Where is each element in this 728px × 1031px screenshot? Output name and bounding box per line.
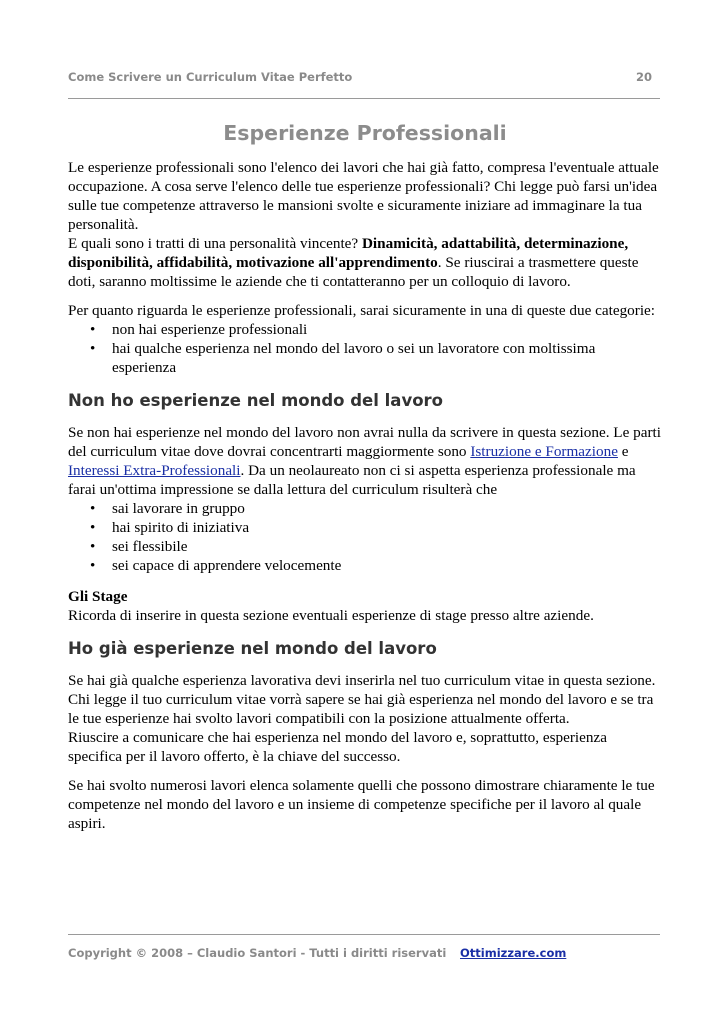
intro-paragraph: Le esperienze professionali sono l'elenco dei lavori che hai già fatto, compresa l'eventuale attuale occupazione. A cosa serve l'elenco delle tue esperienze professionali? Chi legge può farsi un'idea sulle tue competenze attraverso le mansioni svolte e sicuramente iniziare ad immaginare la tua personalità.: [68, 159, 659, 233]
page-header: [68, 70, 652, 88]
bullet-icon: •: [90, 321, 96, 338]
header-divider: [68, 98, 660, 99]
section-title: Esperienze Professionali: [223, 121, 507, 145]
list-item-text: non hai esperienze professionali: [112, 321, 308, 338]
list-item-text: hai spirito di iniziativa: [112, 519, 250, 536]
footer-copyright: Copyright © 2008 – Claudio Santori - Tutti i diritti riservati: [68, 946, 447, 960]
bullet-icon: •: [90, 538, 96, 555]
stage-title: [68, 587, 662, 606]
stage-title-text: Gli Stage: [68, 588, 128, 605]
list-item: [68, 537, 662, 556]
categories-paragraph: Per quanto riguarda le esperienze professionali, sarai sicuramente in una di queste due categorie:: [68, 302, 656, 319]
experience-paragraph-1: Se hai già qualche esperienza lavorativa devi inserirla nel tuo curriculum vitae in questa sezione.: [68, 672, 656, 689]
experience-paragraph-4: Se hai svolto numerosi lavori elenca solamente quelli che possono dimostrare chiaramente le tue competenze nel mondo del lavoro e un insieme di competenze specifiche per il lavoro al quale aspiri.: [68, 777, 655, 832]
link-istruzione-formazione[interactable]: Istruzione e Formazione: [470, 443, 618, 460]
page-content: [68, 118, 662, 833]
list-item-text: sei capace di apprendere velocemente: [112, 557, 342, 574]
bullet-icon: •: [90, 340, 96, 357]
intro-bold-traits: Dinamicità, adattabilità, determinazione, disponibilità, affidabilità, motivazione all'apprendimento: [68, 235, 629, 271]
no-experience-paragraph: [68, 423, 662, 499]
intro-paragraph-2: [68, 234, 662, 291]
bullet-icon: •: [90, 500, 96, 517]
experience-paragraph-2: Chi legge il tuo curriculum vitae vorrà sapere se hai già esperienza nel mondo del lavoro e se tra le tue esperienze hai svolto lavori compatibili con la posizione attualmente offerta.: [68, 691, 654, 727]
no-experience-text-start: Se non hai esperienze nel mondo del lavoro non avrai nulla da scrivere in questa sezione. Le parti del curriculum vitae dove dovrai concentrarti maggiormente sono: [68, 424, 661, 460]
intro-conclusion: . Se riuscirai a trasmettere queste doti, saranno moltissime le aziende che ti contatteranno per un colloquio di lavoro.: [68, 254, 639, 290]
footer-site-link[interactable]: Ottimizzare.com: [460, 946, 567, 960]
bullet-icon: •: [90, 519, 96, 536]
list-item: [68, 556, 662, 575]
header-title: Come Scrivere un Curriculum Vitae Perfetto: [68, 70, 353, 84]
list-item-text: sai lavorare in gruppo: [112, 500, 245, 517]
list-item: [68, 518, 662, 537]
list-item: [68, 499, 662, 518]
link-interessi-extra-professionali[interactable]: Interessi Extra-Professionali: [68, 462, 241, 479]
list-item-text: hai qualche esperienza nel mondo del lavoro o sei un lavoratore con moltissima esperienza: [112, 340, 596, 376]
list-item: [68, 339, 662, 377]
no-experience-text-end: . Da un neolaureato non ci si aspetta esperienza professionale ma farai un'ottima impressione se dalla lettura del curriculum risulterà che: [68, 462, 636, 498]
stage-paragraph: Ricorda di inserire in questa sezione eventuali esperienze di stage presso altre aziende.: [68, 607, 594, 624]
list-item: [68, 320, 662, 339]
intro-question: E quali sono i tratti di una personalità vincente?: [68, 235, 359, 252]
page-number: 20: [635, 70, 652, 84]
skills-list: [68, 499, 662, 575]
experience-paragraph-3: Riuscire a comunicare che hai esperienza nel mondo del lavoro e, soprattutto, esperienza specifica per il lavoro offerto, è la chiave del successo.: [68, 729, 607, 765]
no-experience-text-mid: e: [617, 443, 629, 460]
list-item-text: sei flessibile: [112, 538, 188, 555]
bullet-icon: •: [90, 557, 96, 574]
footer-divider: [68, 934, 660, 935]
page-footer: [68, 946, 567, 960]
heading-with-experience: Ho già esperienze nel mondo del lavoro: [68, 639, 437, 658]
heading-no-experience: Non ho esperienze nel mondo del lavoro: [68, 391, 444, 410]
categories-list: [68, 320, 662, 377]
